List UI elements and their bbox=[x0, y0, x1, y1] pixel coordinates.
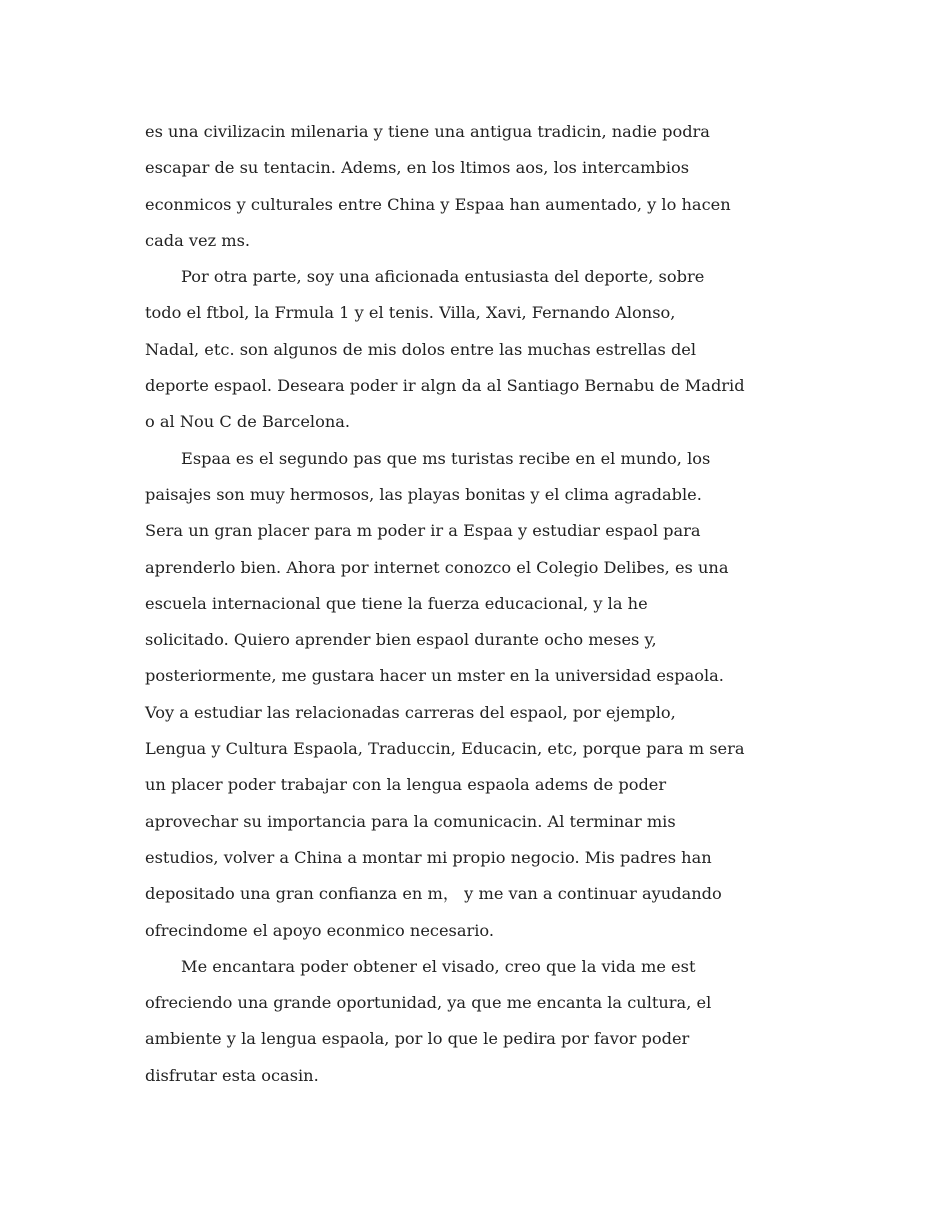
text-line: escapar de su tentacin. Adems, en los ltimos aos, los intercambios bbox=[145, 158, 690, 178]
text-line: ofreciendo una grande oportunidad, ya que me encanta la cultura, el bbox=[145, 993, 712, 1013]
text-line: Espaa es el segundo pas que ms turistas recibe en el mundo, los bbox=[181, 448, 711, 468]
text-line: Nadal, etc. son algunos de mis dolos entre las muchas estrellas del bbox=[145, 339, 697, 359]
text-line: estudios, volver a China a montar mi propio negocio. Mis padres han bbox=[145, 847, 712, 867]
text-line: econmicos y culturales entre China y Espaa han aumentado, y lo hacen bbox=[145, 194, 731, 214]
text-line: depositado una gran confianza en m， y me van a continuar ayudando bbox=[145, 884, 722, 904]
text-line: ofrecindome el apoyo econmico necesario. bbox=[145, 920, 495, 940]
text-line: Sera un gran placer para m poder ir a Espaa y estudiar espaol para bbox=[145, 521, 701, 541]
text-line: Me encantara poder obtener el visado, creo que la vida me est bbox=[181, 956, 696, 976]
text-line: aprenderlo bien. Ahora por internet conozco el Colegio Delibes, es una bbox=[145, 557, 729, 577]
text-line: paisajes son muy hermosos, las playas bonitas y el clima agradable. bbox=[145, 484, 702, 504]
text-line: solicitado. Quiero aprender bien espaol durante ocho meses y, bbox=[145, 630, 657, 650]
text-line: disfrutar esta ocasin. bbox=[145, 1065, 319, 1085]
text-line: Voy a estudiar las relacionadas carreras del espaol, por ejemplo, bbox=[145, 702, 676, 722]
document-page bbox=[145, 114, 805, 1094]
text-line: cada vez ms. bbox=[145, 230, 251, 250]
text-line: es una civilizacin milenaria y tiene una antigua tradicin, nadie podra bbox=[145, 122, 710, 141]
text-line: escuela internacional que tiene la fuerza educacional, y la he bbox=[145, 593, 648, 613]
text-line: deporte espaol. Deseara poder ir algn da al Santiago Bernabu de Madrid bbox=[145, 376, 745, 396]
text-line: posteriormente, me gustara hacer un mster en la universidad espaola. bbox=[145, 666, 724, 686]
text-line: Por otra parte, soy una aficionada entusiasta del deporte, sobre bbox=[181, 267, 705, 287]
text-line: ambiente y la lengua espaola, por lo que le pedira por favor poder bbox=[145, 1029, 690, 1049]
text-line: un placer poder trabajar con la lengua espaola adems de poder bbox=[145, 775, 667, 795]
text-line: Lengua y Cultura Espaola, Traduccin, Educacin, etc, porque para m sera bbox=[145, 739, 745, 759]
text-line: aprovechar su importancia para la comunicacin. Al terminar mis bbox=[145, 811, 676, 831]
text-line: todo el ftbol, la Frmula 1 y el tenis. Villa, Xavi, Fernando Alonso, bbox=[145, 303, 676, 323]
text-line: o al Nou C de Barcelona. bbox=[145, 412, 351, 432]
